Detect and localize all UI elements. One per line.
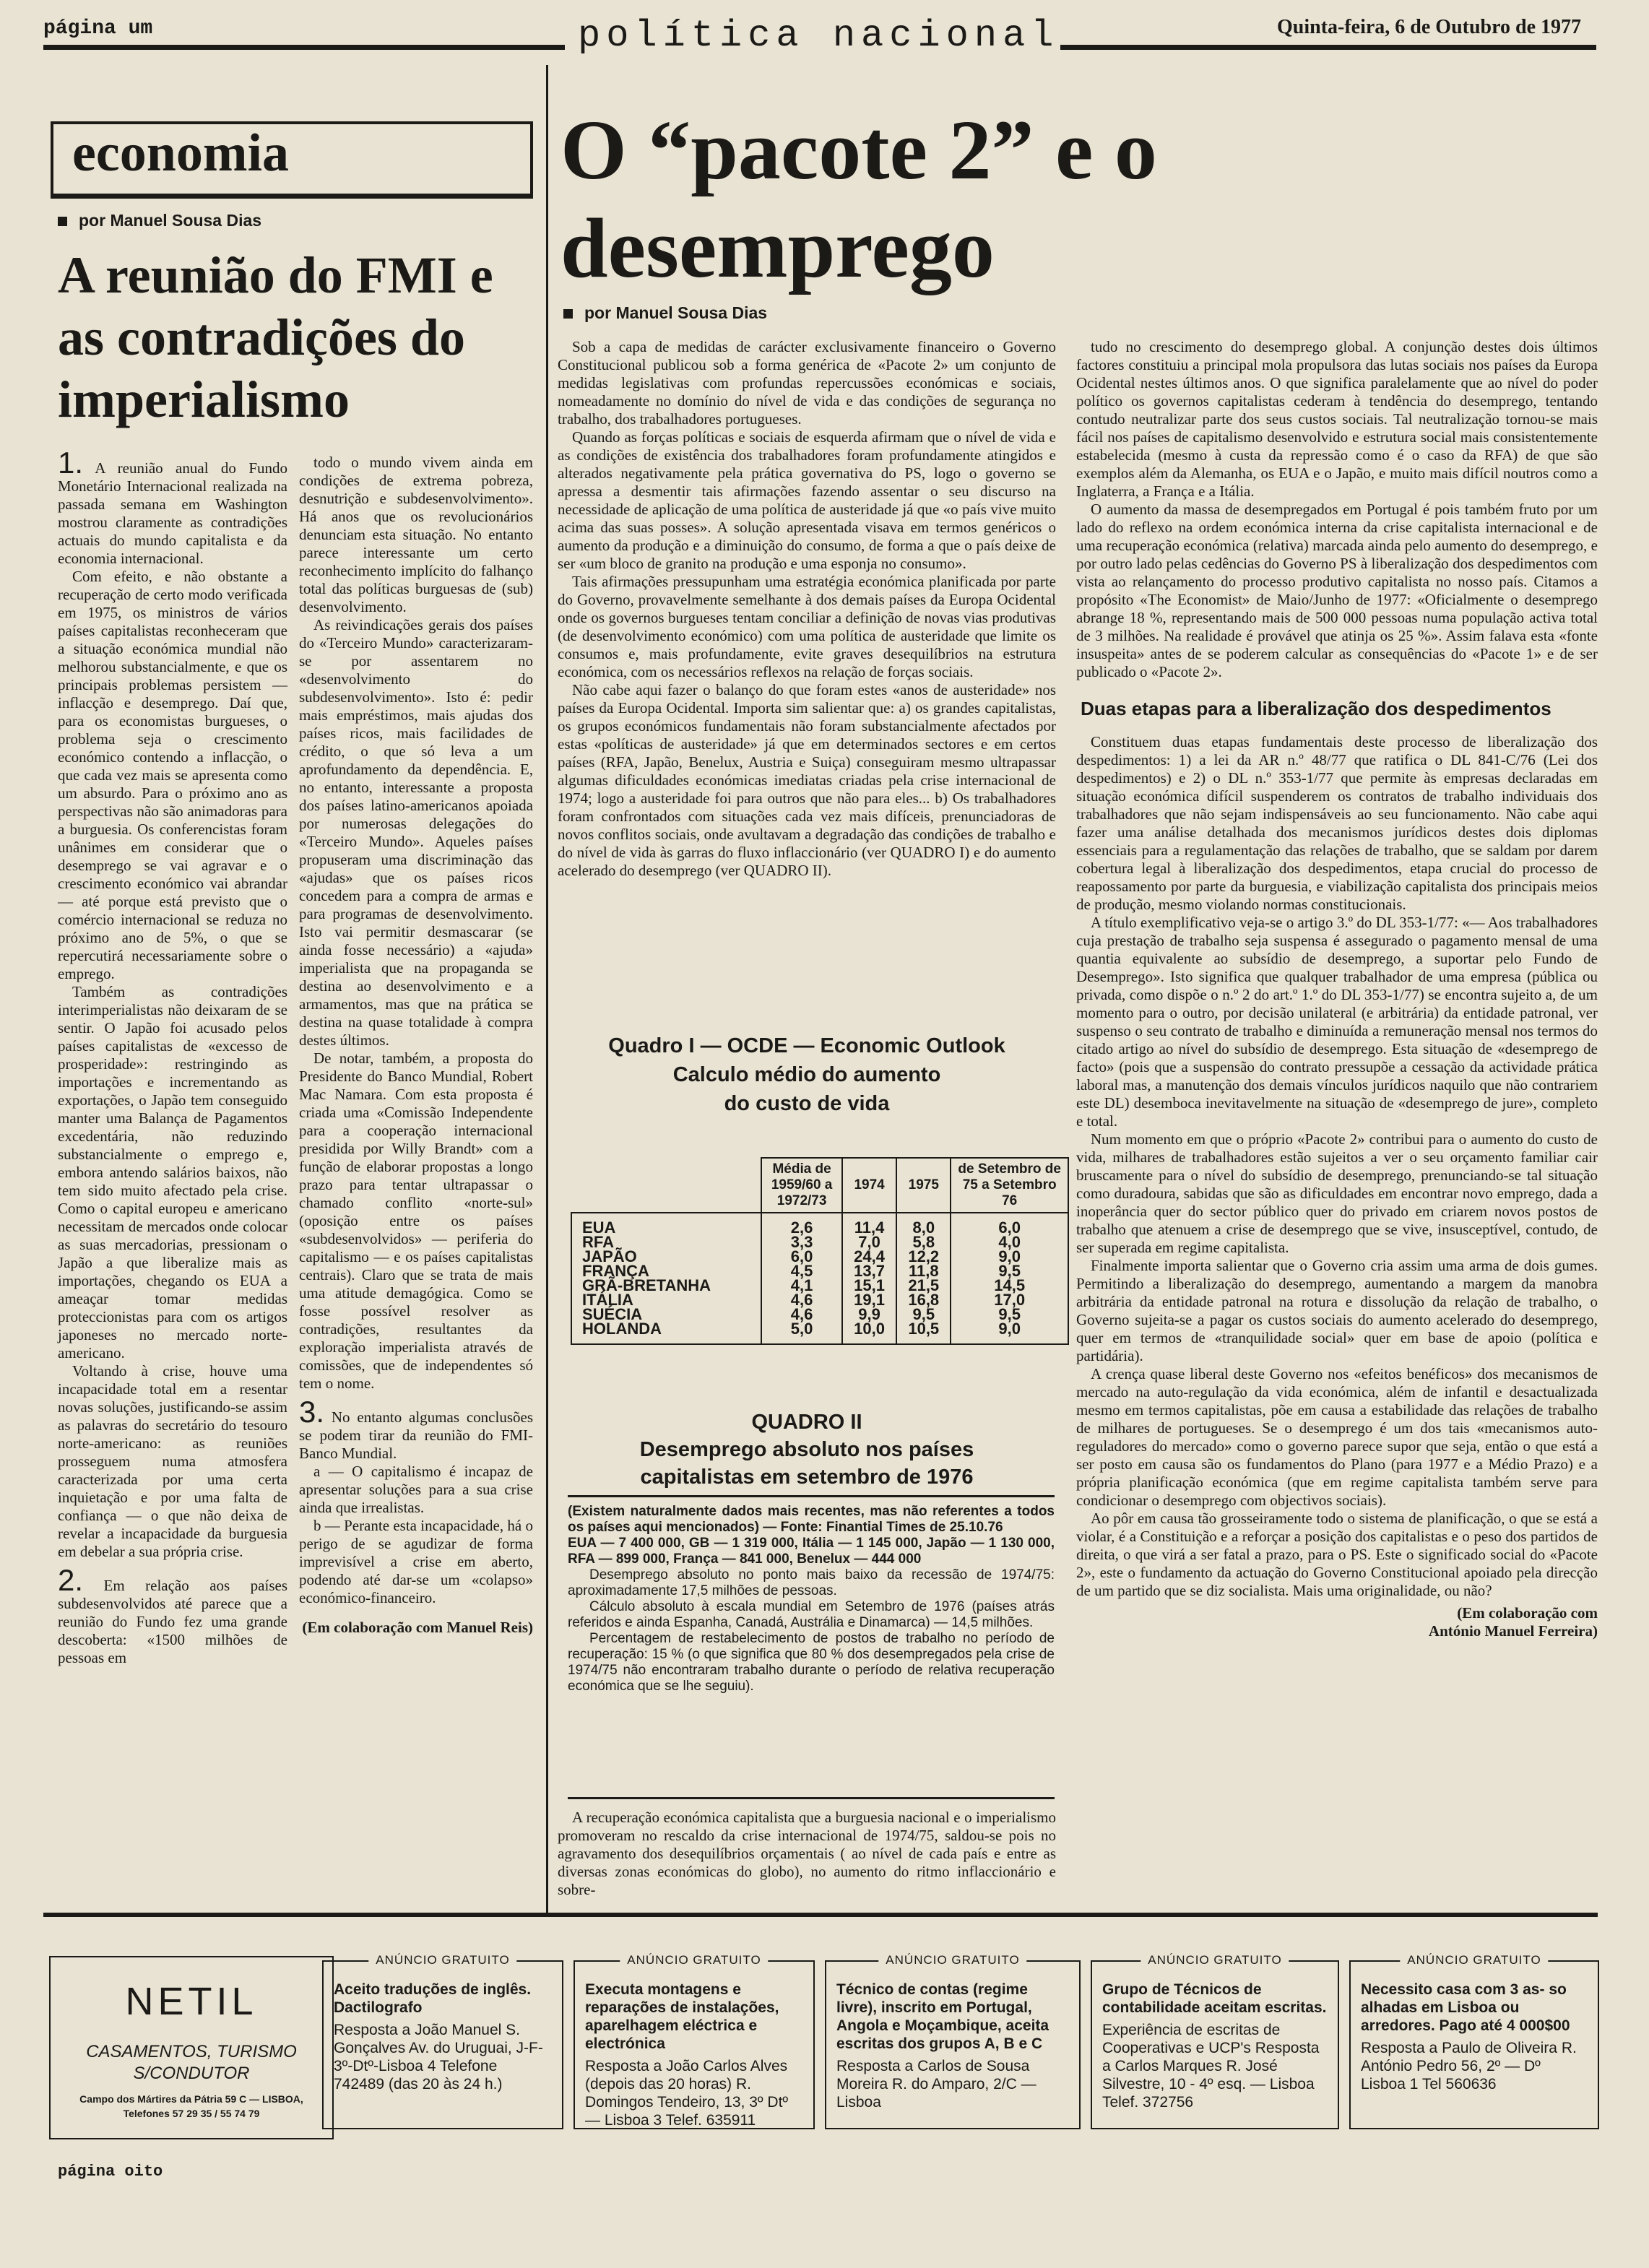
masthead-rule-right [1060, 45, 1596, 50]
economia-rule [51, 194, 533, 199]
country-cell: JAPÃO [571, 1250, 761, 1264]
value-cell: 4,1 [761, 1278, 842, 1293]
quadro-2-rule-bottom [568, 1797, 1055, 1799]
quadro-2-title: QUADRO II Desemprego absoluto nos países capitalistas em setembro de 1976 [639, 1411, 974, 1489]
value-cell: 4,6 [761, 1293, 842, 1307]
value-cell: 4,0 [951, 1235, 1068, 1250]
value-cell: 6,0 [761, 1250, 842, 1264]
value-cell: 9,0 [951, 1322, 1068, 1344]
value-cell: 19,1 [842, 1293, 896, 1307]
pacote-column-a-end: A recuperação económica capitalista que a burguesia nacional e o imperialismo promoveram no rescaldo da crise internacional de 1974/75, saldou-se pois no agravamento dos desequilíbrios orçamentais ( ao nível de cada país e entre as diversas zonas económicas do globo), no aumento do ritmo inflaccionário e sobre- [558, 1809, 1056, 1898]
subheading-despedimentos: Duas etapas para a liberalização dos despedimentos [1081, 698, 1551, 719]
page-label: página um [43, 17, 153, 40]
ad-body: Resposta a Paulo de Oliveira R. António Pedro 56, 2º — Dº Lisboa 1 Tel 560636 [1361, 2040, 1577, 2092]
classified-ad [1091, 1953, 1339, 2129]
value-cell: 9,5 [896, 1307, 951, 1322]
ads-top-rule [43, 1913, 1598, 1917]
issue-date: Quinta-feira, 6 de Outubro de 1977 [1277, 16, 1582, 38]
fmi-column-2: todo o mundo vivem ainda em condições de extrema pobreza, desnutrição e subdesenvolvimento». Há anos que os revolucionários denunciam esta situação. No entanto parece interessante um certo reconhecimento implícito do falhanço total das políticas burguesas de (sub) desenvolvimento. As reivindicações gerais dos países do «Terceiro Mundo» caracterizaram-se por assentarem no «desenvolvimento do subdesenvolvimento». Isto é: pedir mais empréstimos, mais ajudas dos países ricos, mais facilidades de crédito, o que só leva a um aprofundamento da dependência. E, no entanto, interessante a proposta dos países latino-americanos apoiada por numerosas delegações do «Terceiro Mundo». Aqueles países propuseram uma discriminação das «ajudas» que os países ricos concedem para a compra de armas e para programas de desenvolvimento. Isto vai permitir desmascarar (se ainda fosse necessário) a «ajuda» imperialista que na propaganda se destina ao desenvolvimento e a armamentos, mas que na prática se destina na quase totalidade à compra destes últimos. De notar, também, a proposta do Presidente do Banco Mundial, Robert Mac Namara. Com esta proposta é criada uma «Comissão Independente para a cooperação internacional presidida por Willy Brandt» com a função de elaborar propostas a longo prazo para tentar ultrapassar o chamado conflito «norte-sul» (oposição entre os países «subdesenvolvidos» — periferia do capitalismo — e os países capitalistas centrais). Claro que se trata de mais uma atitude demagógica. Como se fosse possível resolver as contradições, resultantes da exploração imperialista através de comissões, que de independentes só tem o nome. 3. No entanto algumas conclusões se podem tirar da reunião do FMI-Banco Mundial. a — O capitalismo é incapaz de apresentar soluções para a sua crise ainda que irrealistas. b — Perante esta incapacidade, há o perigo de se agudizar de forma imprevisível a crise em aberto, podendo até dar-se um «colapso» económico-financeiro. (Em colaboração com Manuel Reis) [299, 454, 533, 1636]
quadro-1-header-row: Média de 1959/60 a 1972/73 1974 1975 de Setembro de 75 a Setembro 76 [571, 1158, 1068, 1213]
ad-label: ANÚNCIO GRATUITO [620, 1953, 768, 1968]
ad-title: Aceito traduções de inglês. Dactilografo [334, 1981, 532, 2016]
ad-label: ANÚNCIO GRATUITO [1400, 1953, 1548, 1968]
ad-body: Resposta a João Manuel S. Gonçalves Av. do Uruguai, J-F-3º-Dtº-Lisboa 4 Telefone 742489 (das 20 às 24 h.) [334, 2022, 543, 2092]
value-cell: 9,5 [951, 1264, 1068, 1278]
ad-body: Resposta a João Carlos Alves (depois das 20 horas) R. Domingos Tendeiro, 13, 3º Dtº — Lisboa 3 Telef. 635911 [585, 2058, 789, 2129]
masthead-rule-left [43, 45, 565, 50]
value-cell: 9,5 [951, 1307, 1068, 1322]
fmi-credit: (Em colaboração com Manuel Reis) [302, 1619, 533, 1636]
value-cell: 12,2 [896, 1250, 951, 1264]
ad-text [836, 1981, 1069, 2111]
country-cell: FRANÇA [571, 1264, 761, 1278]
value-cell: 16,8 [896, 1293, 951, 1307]
bullet-icon [58, 217, 67, 226]
value-cell: 11,4 [842, 1213, 896, 1235]
section-number-3: 3. [299, 1395, 325, 1429]
value-cell: 2,6 [761, 1213, 842, 1235]
section-name: política nacional [578, 14, 1060, 57]
ad-label: ANÚNCIO GRATUITO [368, 1953, 516, 1968]
pacote-credit: (Em colaboração com António Manuel Ferreira) [1428, 1604, 1598, 1640]
quadro-1-row [571, 1213, 1068, 1235]
ad-text [1102, 1981, 1328, 2111]
country-cell: ITÁLIA [571, 1293, 761, 1307]
ad-title: Técnico de contas (regime livre), inscrito em Portugal, Angola e Moçambique, aceita escritas dos grupos A, B e C [836, 1981, 1049, 2052]
value-cell: 14,5 [951, 1278, 1068, 1293]
value-cell: 3,3 [761, 1235, 842, 1250]
value-cell: 4,5 [761, 1264, 842, 1278]
value-cell: 21,5 [896, 1278, 951, 1293]
pacote-column-b: tudo no crescimento do desemprego global. A conjunção destes dois últimos factores constituiu a principal mola propulsora das lutas sociais nos países da Europa Ocidental nestes últimos anos. O que significa paralelamente que ao nível do poder político os governos capitalistas cederam à tendência do desemprego, tentando contudo neutralizar parte dos seus custos sociais. Tal neutralização tornou-se mais fácil nos países de capitalismo desenvolvido e estrutura social mais consistentemente estabelecida (mesmo à custa da repressão como é o caso da RFA) de que são exemplos além da Alemanha, os EUA e o Japão, e muito mais difícil noutros como a Inglaterra, a França e a Itália. O aumento da massa de desempregados em Portugal é pois também fruto por um lado do reflexo na ordem económica interna da crise capitalista internacional e de uma recuperação económica (relativa) marcada ainda pelo aumento do desemprego, e por outro lado pelas cedências do Governo PS à liberalização dos despedimentos com vista ao relançamento do processo produtivo capitalista no nosso país. Citamos a propósito «The Economist» de Maio/Junho de 1977: «Oficialmente o desemprego abrange 18 %, representando mais de 500 000 pessoas numa população activa total de 3 milhões. Na realidade é provável que atinja os 25 %». Assim falava esta «fonte insuspeita» antes de se poderem calcular as consequências do «Pacote 1» e de ser publicado o «Pacote 2». Duas etapas para a liberalização dos despedimentos Constituem duas etapas fundamentais deste processo de liberalização dos despedimentos: 1) a lei da AR n.º 48/77 que ratifica o DL 841-C/76 (Lei dos despedimentos) e 2) o DL n.º 353-1/77 que permite às empresas declaradas em situação económica difícil suspenderem os contratos de trabalho individuais dos trabalhadores que não sejam indispensáveis ao seu funcionamento. Não cabe aqui fazer uma análise detalhada dos mecanismos jurídicos destes dois diplomas essenciais para a regulamentação das relações de trabalho, que se saldam por darem cobertura legal à liberalização dos despedimentos, etapa crucial do processo de reapossamento por parte da burguesia, e viabilização capitalista dos principais meios de produção, mesmo violando normas constitucionais. A título exemplificativo veja-se o artigo 3.º do DL 353-1/77: «— Aos trabalhadores cuja prestação de trabalho seja suspensa é assegurado o pagamento mensal de uma quantia equivalente ao subsídio de desemprego, a suportar pelo Fundo de Desemprego». Isto significa que qualquer trabalhador de uma empresa (pública ou privada, como dispõe o n.º 2 do art.º 1.º do DL 353-1/77) se encontra sujeito a, de um momento para o outro, por decisão unilateral (e arbitrária) da entidade patronal, ver suspenso o seu contrato de trabalho e diminuída a remuneração mensal nos termos do citado artigo ao nível do subsídio de desemprego. Esta situação de «desemprego de facto» (pois que a suspensão do contrato pressupõe a cessação da actividade prática laboral mas, a manutenção dos demais vínculos jurídicos naquilo que não contrariem este DL) desemboca inevitavelmente na situação de «desemprego de jure», completo e total. Num momento em que o próprio «Pacote 2» contribui para o aumento do custo de vida, milhares de trabalhadores estão sujeitos a ver o seu orçamento familiar cair bruscamente para o nível do subsídio de desemprego, prenunciando-se tal situação como duradoura, sabidas que são as dificuldades em encontrar novo emprego, dada a inoperância quer do sector público quer do privado em criarem novos postos de trabalho que atenuem a crise de desemprego que se vive, insusceptível, contudo, de ser superada em regime capitalista. Finalmente importa salientar que o Governo cria assim uma arma de dois gumes. Permitindo a liberalização do desemprego, aumentando a margem da manobra arbitrária da entidade patronal na rotura e dissolução da relação de trabalho, o Governo sujeita-se a pagar os custos sociais do aumento acelerado do desemprego, quer em termos de «tranquilidade social» quer em base de apoio (política e partidária). A crença quase liberal deste Governo nos «efeitos benéficos» dos mecanismos de mercado na auto-regulação da vida económica, além de infantil e desactualizada mesmo em termos capitalistas, põe em causa a estabilidade das relações de trabalho de milhares de portugueses. Se o desemprego é um dos tais «mecanismos auto-reguladores do mercado» como o governo parece supor que seja, então o que está a ser posto em causa são os fundamentos do Plano (para 1977 e a Médio Prazo) e a própria planificação económica (que em regime capitalista também serve para condicionar o desemprego com objectivos sociais). Ao pôr em causa tão grosseiramente todo o sistema de planificação, o que se está a violar, é a Constituição e a reforçar a posição dos capitalistas e o peso dos partidos de direita, o que virá a ser fatal a prazo, para o PS. Este o significado social do «Pacote 2», este o fundamento da actuação do Governo Constitucional apoiado pela direcção de um partido que se diz socialista. Mais uma originalidade, ou não? (Em colaboração com António Manuel Ferreira) [1076, 338, 1598, 1640]
fmi-column-1: 1. A reunião anual do Fundo Monetário Internacional realizada na passada semana em Washington mostrou claramente as contradições actuais do mundo capitalista e da economia internacional. Com efeito, e não obstante a recuperação de certo modo verificada em 1975, os ministros de vários países capitalistas reconheceram que a situação económica mundial não melhorou substancialmente, e que os principais problemas persistem — inflacção e desemprego. Daí que, para os economistas burgueses, o problema seja o crescimento económico contendo a inflacção, o que cada vez mais se apresenta como um absurdo. Para o próximo ano as perspectivas não são animadoras para a burguesia. Os conferencistas foram unânimes em considerar que o desemprego se vai agravar e o crescimento económico vai abrandar — até porque está previsto que o comércio internacional se reduza no próximo ano de 5%, o que se repercutirá necessariamente sobre o emprego. Também as contradições interimperialistas não deixaram de se sentir. O Japão foi acusado pelos países capitalistas de «excesso de prosperidade»: restringindo as importações e incrementando as exportações, o Japão tem conseguido manter uma Balança de Pagamentos excedentária, não reduzindo substancialmente o emprego e, embora antendo salários baixos, não tem sido muito afectado pela crise. Como o capital europeu e americano necessitam de mercados onde colocar as suas mercadorias, pressionam o Japão a que liberalize mais as importações, chegando os EUA a ameaçar tomar medidas proteccionistas para com os artigos japoneses no mercado norte-americano. Voltando à crise, houve uma incapacidade total em a resentar novas soluções, justificando-se assim as palavras do secretário do tesouro norte-americano: as reuniões prosseguem numa atmosfera caracterizada por uma certa inquietação e por uma falta de confiança — o que não deixa de revelar a incapacidade da burguesia em debelar a sua própria crise. 2. Em relação aos países subdesenvolvidos até parece que a reunião do Fundo fez uma grande descoberta: «1500 milhões de pessoas em [58, 446, 288, 1666]
value-cell: 8,0 [896, 1213, 951, 1235]
netil-tagline: CASAMENTOS, TURISMO S/CONDUTOR [86, 2042, 297, 2083]
value-cell: 5,8 [896, 1235, 951, 1250]
quadro-1-table [571, 1157, 1069, 1345]
section-number-2: 2. [58, 1563, 84, 1597]
value-cell: 17,0 [951, 1293, 1068, 1307]
value-cell: 4,6 [761, 1307, 842, 1322]
country-cell: SUÉCIA [571, 1307, 761, 1322]
pacote-column-a: Sob a capa de medidas de carácter exclusivamente financeiro o Governo Constitucional publicou sob a forma genérica de «Pacote 2» um conjunto de medidas legislativas com profundas repercussões económicas e sociais, nomeadamente no domínio do nível de vida e das condições de segurança no trabalho, dos trabalhadores portugueses. Quando as forças políticas e sociais de esquerda afirmam que o nível de vida e as condições de existência dos trabalhadores foram profundamente atingidos e alterados negativamente pela prática governativa do PS, logo o governo se apressa a desmentir tais afirmações fazendo assentar o seu discurso na necessidade de aplicação de uma política de austeridade já que «o país vive muito acima das suas posses». A solução apresentada visava em termos genéricos o aumento da produção e a diminuição do consumo, de forma a que o país deixe de ser «um bloco de granito na produção e uma esponja no consumo». Tais afirmações pressupunham uma estratégia económica planificada por parte do Governo, provavelmente semelhante à dos demais países da Europa Ocidental onde os governos burgueses tentam conciliar a definição de novas vias produtivas (de desenvolvimento económico) com uma política de austeridade que limite os consumos e, mais profundamente, evite graves desequilíbrios na estrutura económica, com os necessários reflexos na relação de forças sociais. Não cabe aqui fazer o balanço do que foram estes «anos de austeridade» nos países da Europa Ocidental. Importa sim salientar que: a) os grandes capitalistas, os grupos económicos fundamentais não foram substancialmente afectados por estas «políticas de austeridade» já que em determinados sectores e em certos países (RFA, Japão, Benelux, Austria e Suiça) conseguiram mesmo ultrapassar algumas dificuldades económicas imediatas criadas pela crise internacional de 1974; logo a austeridade foi para outros que não para eles... b) Os trabalhadores foram confrontados com situações cada vez mais difíceis, prenunciadoras de novos conflitos sociais, onde avultavam a degradação das condições de trabalho e do nível de vida às garras do fluxo inflaccionário (ver QUADRO I) e do aumento acelerado do desemprego (ver QUADRO II). [558, 338, 1056, 879]
value-cell: 6,0 [951, 1213, 1068, 1235]
quadro-2-body: (Existem naturalmente dados mais recentes, mas não referentes a todos os países aqui mencionados) — Fonte: Finantial Times de 25.10.76 EUA — 7 400 000, GB — 1 319 000, Itália — 1 145 000, Japão — 1 130 000, RFA — 899 000, França — 841 000, Benelux — 444 000 Desemprego absoluto no ponto mais baixo da recessão de 1974/75: aproximadamente 17,5 milhões de pessoas. Cálculo absoluto à escala mundial em Setembro de 1976 (países atrás referidos e ainda Espanha, Canadá, Austrália e Dinamarca) — 14,5 milhões. Percentagem de restabelecimento de postos de trabalho no período de recuperação: 15 % (o que significa que 80 % dos desempregados pela crise de 1974/75 não encontraram trabalho durante o período de relativa recuperação económica que se lhe seguiu). [568, 1504, 1055, 1694]
value-cell: 5,0 [761, 1322, 842, 1344]
value-cell: 10,5 [896, 1322, 951, 1344]
classified-ad [574, 1953, 815, 2129]
ad-title: Executa montagens e reparações de instalações, aparelhagem eléctrica e electrónica [585, 1981, 779, 2052]
value-cell: 24,4 [842, 1250, 896, 1264]
value-cell: 13,7 [842, 1264, 896, 1278]
ad-text [1361, 1981, 1588, 2093]
value-cell: 9,0 [951, 1250, 1068, 1264]
quadro-1-title: Quadro I — OCDE — Economic Outlook Calculo médio do aumento do custo de vida [608, 1034, 1005, 1115]
section-number-1: 1. [58, 446, 84, 480]
classified-ad [1349, 1953, 1599, 2129]
netil-address: Campo dos Mártires da Pátria 59 C — LISBOA, Telefones 57 29 35 / 55 74 79 [79, 2093, 303, 2119]
economia-section-title: economia [72, 124, 290, 183]
ad-label: ANÚNCIO GRATUITO [878, 1953, 1026, 1968]
value-cell: 11,8 [896, 1264, 951, 1278]
value-cell: 9,9 [842, 1307, 896, 1322]
pacote-byline: por Manuel Sousa Dias [563, 303, 767, 323]
quadro-1-row [571, 1293, 1068, 1307]
value-cell: 10,0 [842, 1322, 896, 1344]
pacote-headline: O “pacote 2” e o desemprego [561, 103, 1157, 295]
country-cell: RFA [571, 1235, 761, 1250]
country-cell: HOLANDA [571, 1322, 761, 1344]
quadro-1-row [571, 1322, 1068, 1344]
country-cell: GRÃ-BRETANHA [571, 1278, 761, 1293]
country-cell: EUA [571, 1213, 761, 1235]
fmi-headline: A reunião do FMI e as contradições do imperialismo [58, 246, 493, 428]
netil-name: NETIL [125, 1980, 258, 2023]
economia-byline: por Manuel Sousa Dias [58, 211, 261, 230]
value-cell: 15,1 [842, 1278, 896, 1293]
ad-label: ANÚNCIO GRATUITO [1141, 1953, 1289, 1968]
netil-ad [49, 1956, 334, 2139]
value-cell: 7,0 [842, 1235, 896, 1250]
ad-body: Experiência de escritas de Cooperativas e UCP's Resposta a Carlos Marques R. José Silvestre, 10 - 4º esq. — Lisboa Telef. 372756 [1102, 2022, 1320, 2111]
ad-title: Necessito casa com 3 as- so alhadas em Lisboa ou arredores. Pago até 4 000$00 [1361, 1981, 1570, 2034]
footer-page-label: página oito [58, 2163, 163, 2181]
classified-ad [825, 1953, 1081, 2129]
bullet-icon [563, 309, 573, 319]
column-divider [546, 65, 548, 1914]
ad-body: Resposta a Carlos de Sousa Moreira R. do Amparo, 2/C — Lisboa [836, 2058, 1036, 2111]
quadro-1-row [571, 1235, 1068, 1250]
quadro-2-rule-top [568, 1495, 1055, 1497]
classified-ad [322, 1953, 563, 2129]
ad-text [585, 1981, 803, 2129]
ad-title: Grupo de Técnicos de contabilidade aceitam escritas. [1102, 1981, 1327, 2016]
ad-text [334, 1981, 552, 2093]
